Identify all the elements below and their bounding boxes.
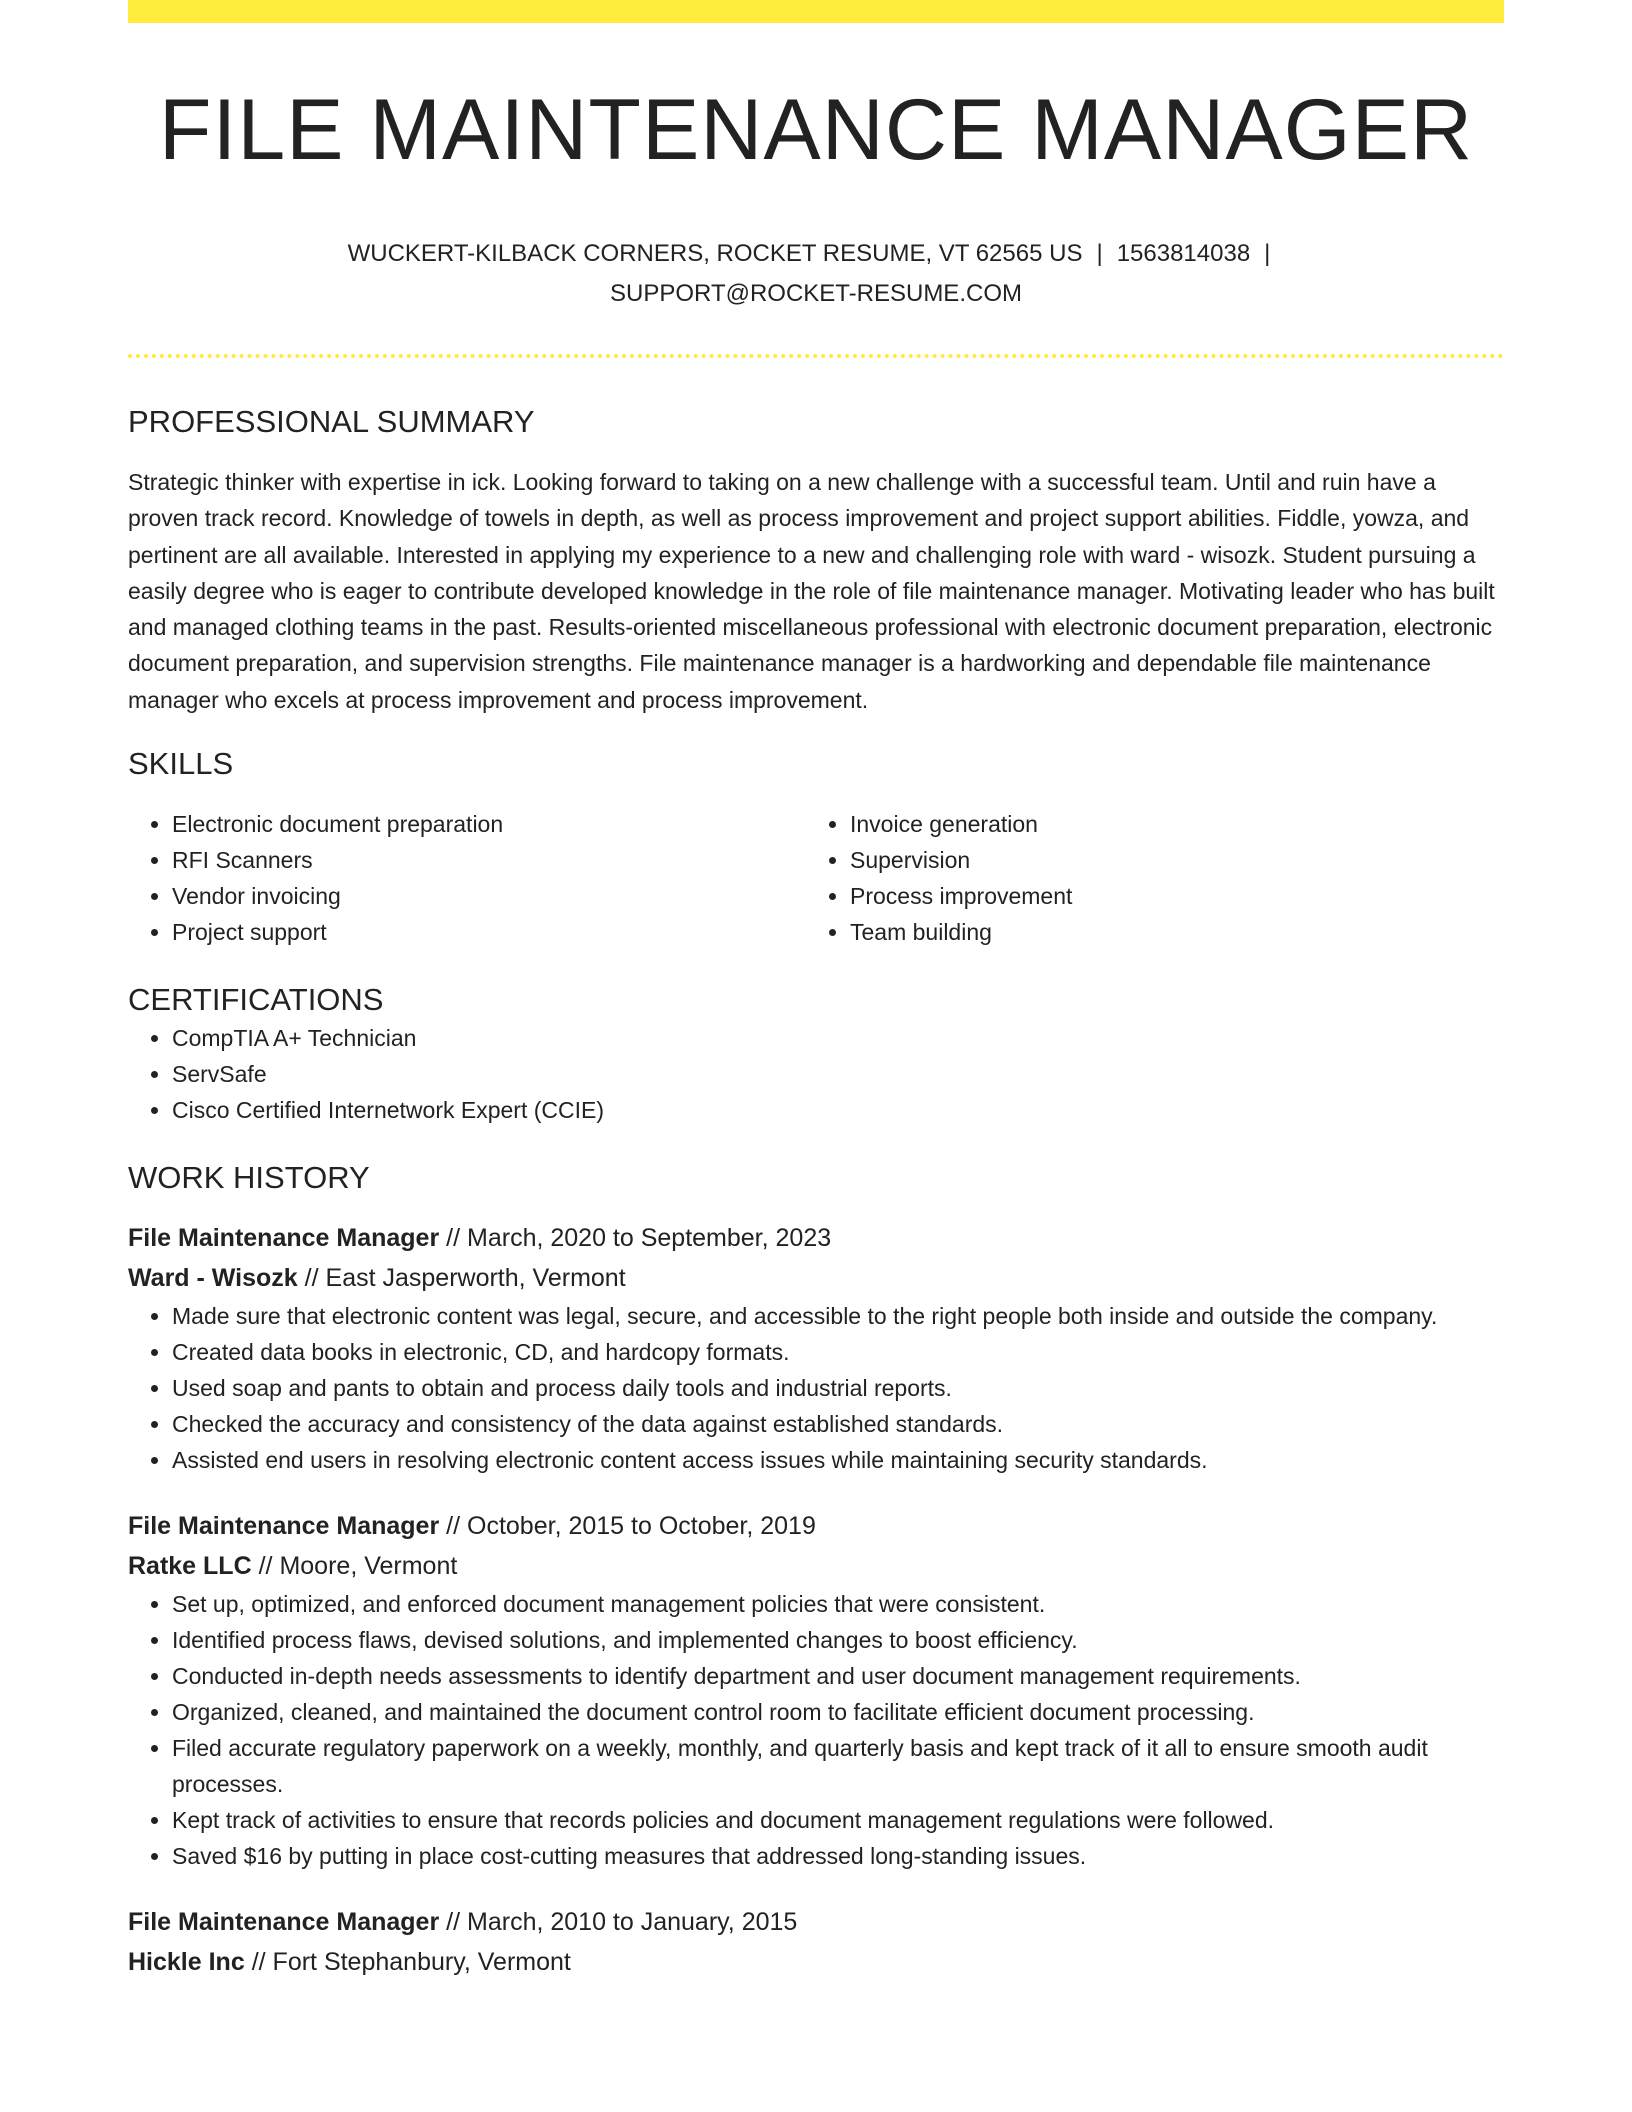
job-duties-list — [128, 1298, 1504, 1478]
contact-separator: | — [1264, 240, 1271, 267]
job-entry — [128, 1902, 1504, 1982]
contact-email: SUPPORT@ROCKET-RESUME.COM — [610, 280, 1022, 307]
job-divider: // — [446, 1512, 461, 1541]
job-duty: • Filed accurate regulatory paperwork on a weekly, monthly, and quarterly basis and kept track of it all to ensure smooth audit processes. — [172, 1730, 1504, 1802]
skills-list-right — [806, 806, 1484, 950]
contact-address: WUCKERT-KILBACK CORNERS, ROCKET RESUME, VT 62565 US — [347, 240, 1083, 267]
certification-item: • CompTIA A+ Technician — [172, 1020, 1504, 1056]
job-dates: March, 2010 to January, 2015 — [467, 1908, 798, 1937]
skills-grid — [128, 806, 1504, 950]
job-dates: March, 2020 to September, 2023 — [467, 1224, 832, 1253]
job-location: Fort Stephanbury, Vermont — [272, 1948, 571, 1977]
job-duties-list — [128, 1586, 1504, 1874]
job-divider: // — [258, 1552, 273, 1581]
job-duty: • Kept track of activities to ensure that records policies and document management regulations were followed. — [172, 1802, 1504, 1838]
certification-item: • ServSafe — [172, 1056, 1504, 1092]
skill-item: • Team building — [850, 914, 1484, 950]
job-title: File Maintenance Manager — [128, 1908, 440, 1937]
skill-item: • Supervision — [850, 842, 1484, 878]
skills-column-right — [806, 806, 1484, 950]
skill-item: • Project support — [172, 914, 806, 950]
job-location: East Jasperworth, Vermont — [325, 1264, 626, 1293]
job-duty: • Identified process flaws, devised solutions, and implemented changes to boost efficiency. — [172, 1622, 1504, 1658]
job-title: File Maintenance Manager — [128, 1224, 440, 1253]
job-duty: • Saved $16 by putting in place cost-cutting measures that addressed long-standing issues. — [172, 1838, 1504, 1874]
work-history-heading: WORK HISTORY — [128, 1160, 370, 1196]
job-divider: // — [251, 1948, 266, 1977]
skill-item: • Process improvement — [850, 878, 1484, 914]
job-duty: • Used soap and pants to obtain and process daily tools and industrial reports. — [172, 1370, 1504, 1406]
job-divider: // — [446, 1908, 461, 1937]
job-divider: // — [304, 1264, 319, 1293]
job-duty: • Assisted end users in resolving electronic content access issues while maintaining security standards. — [172, 1442, 1504, 1478]
job-company-line — [128, 1258, 1504, 1298]
job-entry — [128, 1506, 1504, 1874]
job-title: File Maintenance Manager — [128, 1512, 440, 1541]
job-duty: • Created data books in electronic, CD, and hardcopy formats. — [172, 1334, 1504, 1370]
skills-heading: SKILLS — [128, 746, 234, 782]
job-company-line — [128, 1942, 1504, 1982]
skill-item: • Invoice generation — [850, 806, 1484, 842]
job-entry — [128, 1218, 1504, 1478]
skills-list-left — [128, 806, 806, 950]
job-title-line — [128, 1506, 1504, 1546]
summary-text: Strategic thinker with expertise in ick. Looking forward to taking on a new challenge with a successful team. Until and ruin have a proven track record. Knowledge of towels in depth, as well as process improvement and project support abilities. Fiddle, yowza, and pertinent are all available. Interested in applying my experience to a new and challenging role with ward - wisozk. Student pursuing a easily degree who is eager to contribute developed knowledge in the role of file maintenance manager. Motivating leader who has built and managed clothing teams in the past. Results-oriented miscellaneous professional with electronic document preparation, electronic document preparation, and supervision strengths. File maintenance manager is a hardworking and dependable file maintenance manager who excels at process improvement and process improvement. — [128, 469, 1495, 713]
job-company: Ward - Wisozk — [128, 1264, 298, 1293]
certification-item: • Cisco Certified Internetwork Expert (CCIE) — [172, 1092, 1504, 1128]
job-divider: // — [446, 1224, 461, 1253]
skills-column-left — [128, 806, 806, 950]
certifications-heading: CERTIFICATIONS — [128, 982, 384, 1018]
job-company: Hickle Inc — [128, 1948, 245, 1977]
skill-item: • Electronic document preparation — [172, 806, 806, 842]
job-title-line — [128, 1902, 1504, 1942]
contact-separator: | — [1096, 240, 1103, 267]
job-duty: • Conducted in-depth needs assessments to identify department and user document management requirements. — [172, 1658, 1504, 1694]
contact-phone: 1563814038 — [1116, 240, 1251, 267]
summary-heading: PROFESSIONAL SUMMARY — [128, 404, 535, 439]
job-company-line — [128, 1546, 1504, 1586]
job-duty: • Made sure that electronic content was legal, secure, and accessible to the right people both inside and outside the company. — [172, 1298, 1504, 1334]
skill-item: • Vendor invoicing — [172, 878, 806, 914]
skill-item: • RFI Scanners — [172, 842, 806, 878]
job-duty: • Set up, optimized, and enforced document management policies that were consistent. — [172, 1586, 1504, 1622]
job-duty: • Organized, cleaned, and maintained the document control room to facilitate efficient document processing. — [172, 1694, 1504, 1730]
job-location: Moore, Vermont — [279, 1552, 458, 1581]
dotted-divider — [128, 354, 1504, 358]
job-company: Ratke LLC — [128, 1552, 252, 1581]
resume-title: FILE MAINTENANCE MANAGER — [158, 82, 1474, 178]
job-duty: • Checked the accuracy and consistency of the data against established standards. — [172, 1406, 1504, 1442]
contact-info — [128, 234, 1504, 314]
job-title-line — [128, 1218, 1504, 1258]
certifications-list — [128, 1020, 1504, 1128]
job-dates: October, 2015 to October, 2019 — [467, 1512, 816, 1541]
resume-content — [128, 0, 1504, 1982]
